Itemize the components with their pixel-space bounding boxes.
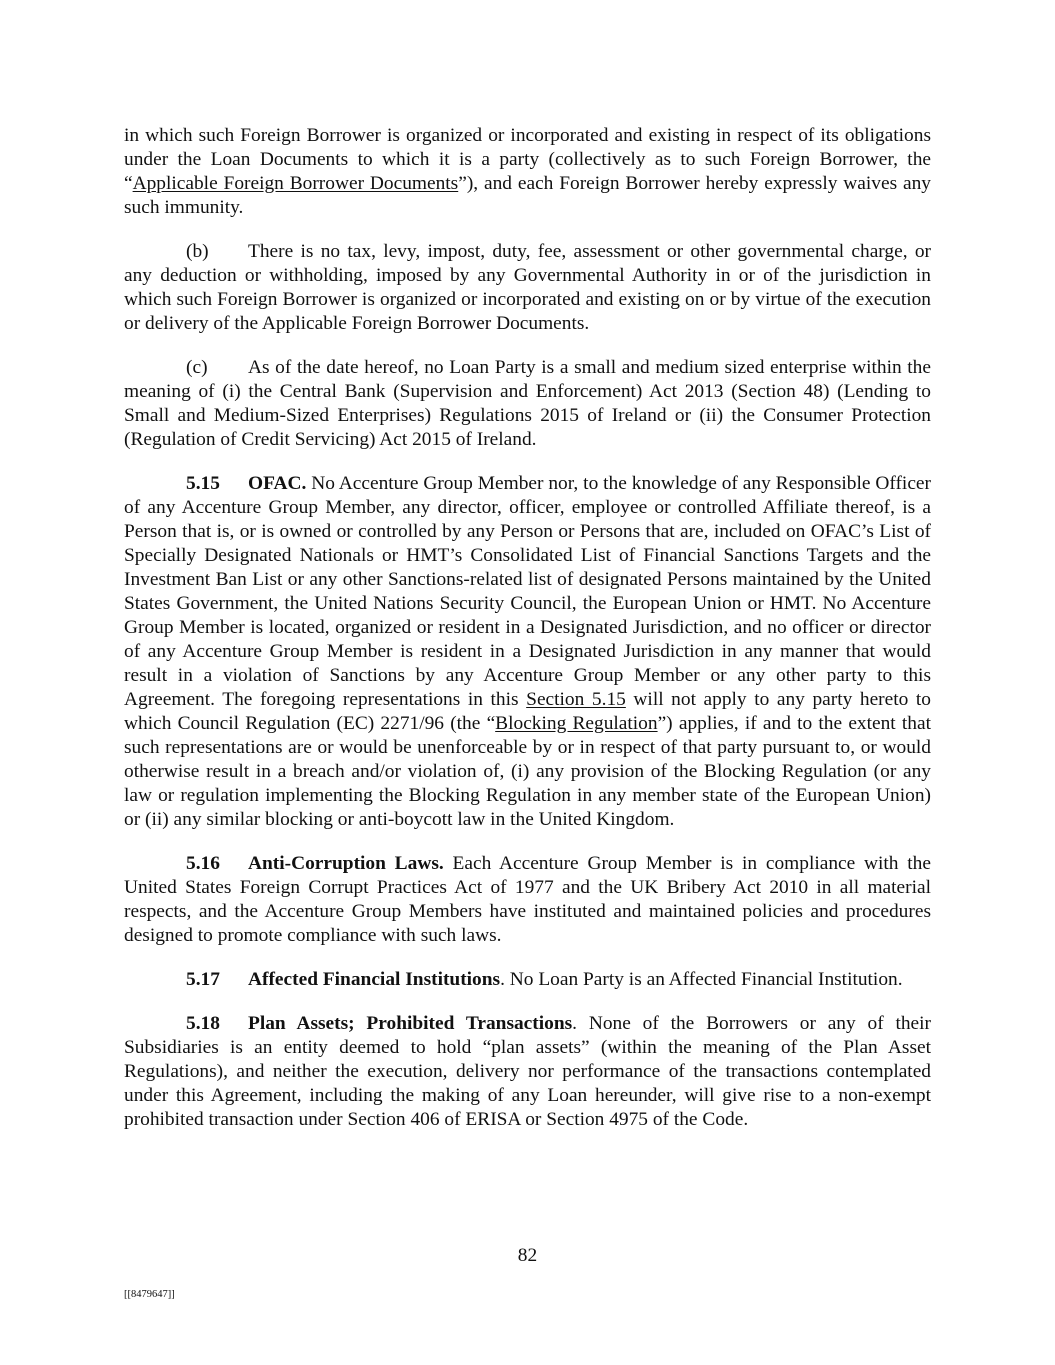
section-5-16-anti-corruption [124,852,931,948]
defined-term-blocking-regulation: Blocking Regulation [495,713,658,734]
text-segment: ”), and each Foreign Borrower hereby expressly waives any such immunity. [124,173,931,218]
section-heading: Anti-Corruption Laws. [248,853,444,874]
text-segment: Each Accenture Group Member is in compliance with the United States Foreign Corrupt Practices Act of 1977 and the UK Bribery Act 2010 in all material respects, and the Accenture Group Members have instituted and maintained policies and procedures designed to promote compliance with such laws. [124,853,931,946]
paragraph-b [124,240,931,336]
cross-reference-section-5-15: Section 5.15 [526,689,626,710]
text-segment: will not apply to any party hereto to which Council Regulation (EC) 2271/96 (the “ [124,689,931,734]
section-number: 5.15 [186,473,220,494]
text-segment: in which such Foreign Borrower is organized or incorporated and existing in respect of its obligations under the Loan Documents to which it is a party (collectively as to such Foreign Borrower, the “ [124,125,931,194]
section-number: 5.17 [186,969,220,990]
clause-text-b: There is no tax, levy, impost, duty, fee, assessment or other governmental charge, or any deduction or withholding, imposed by any Governmental Authority in or of the jurisdiction in which such Foreign Borrower is organized or incorporated and existing on or by virtue of the execution or delivery of the Applicable Foreign Borrower Documents. [124,241,931,334]
clause-label-b: (b) [186,241,209,262]
section-heading: Affected Financial Institutions [248,969,501,990]
text-segment: . No Loan Party is an Affected Financial Institution. [500,969,903,990]
paragraph-continuation [124,124,931,220]
section-5-15-ofac [124,472,931,832]
section-heading: Plan Assets; Prohibited Transactions [248,1013,573,1034]
defined-term-applicable-foreign-borrower-documents: Applicable Foreign Borrower Documents [132,173,459,194]
section-5-18-plan-assets [124,1012,931,1132]
text-segment: ”) applies, if and to the extent that such representations are or would be unenforceable by or in respect of that party pursuant to, or would otherwise result in a breach and/or violation of, (i) any provision of the Blocking Regulation (or any law or regulation implementing the Blocking Regulation in any member state of the European Union) or (ii) any similar blocking or anti-boycott law in the United Kingdom. [124,713,931,830]
clause-label-c: (c) [186,357,208,378]
page-number: 82 [517,1245,538,1266]
text-segment: . None of the Borrowers or any of their Subsidiaries is an entity deemed to hold “plan assets” (within the meaning of the Plan Asset Regulations), and neither the execution, delivery nor performance of the transactions contemplated under this Agreement, including the making of any Loan hereunder, will give rise to a non-exempt prohibited transaction under Section 406 of ERISA or Section 4975 of the Code. [124,1013,932,1130]
paragraph-c [124,356,931,452]
text-segment: No Accenture Group Member nor, to the knowledge of any Responsible Officer of any Accenture Group Member, any director, officer, employee or controlled Affiliate thereof, is a Person that is, or is owned or controlled by any Person or Persons that are, included on OFAC’s List of Specially Designated Nationals or HMT’s Consolidated List of Financial Sanctions Targets and the Investment Ban List or any other Sanctions-related list of designated Persons maintained by the United States Government, the United Nations Security Council, the European Union or HMT. No Accenture Group Member is located, organized or resident in a Designated Jurisdiction, and no officer or director of any Accenture Group Member is resident in a Designated Jurisdiction in any manner that would result in a violation of Sanctions by any Accenture Group Member or any other party to this Agreement. The foregoing representations in this [124,473,931,710]
section-5-17-affected-financial-institutions [124,968,931,992]
clause-text-c: As of the date hereof, no Loan Party is a small and medium sized enterprise within the meaning of (i) the Central Bank (Supervision and Enforcement) Act 2013 (Section 48) (Lending to Small and Medium-Sized Enterprises) Regulations 2015 of Ireland or (ii) the Consumer Protection (Regulation of Credit Servicing) Act 2015 of Ireland. [124,357,931,450]
document-id-footer: [[8479647]] [124,1289,175,1300]
section-number: 5.18 [186,1013,220,1034]
document-page [124,124,931,1152]
section-number: 5.16 [186,853,220,874]
section-heading: OFAC. [248,473,307,494]
